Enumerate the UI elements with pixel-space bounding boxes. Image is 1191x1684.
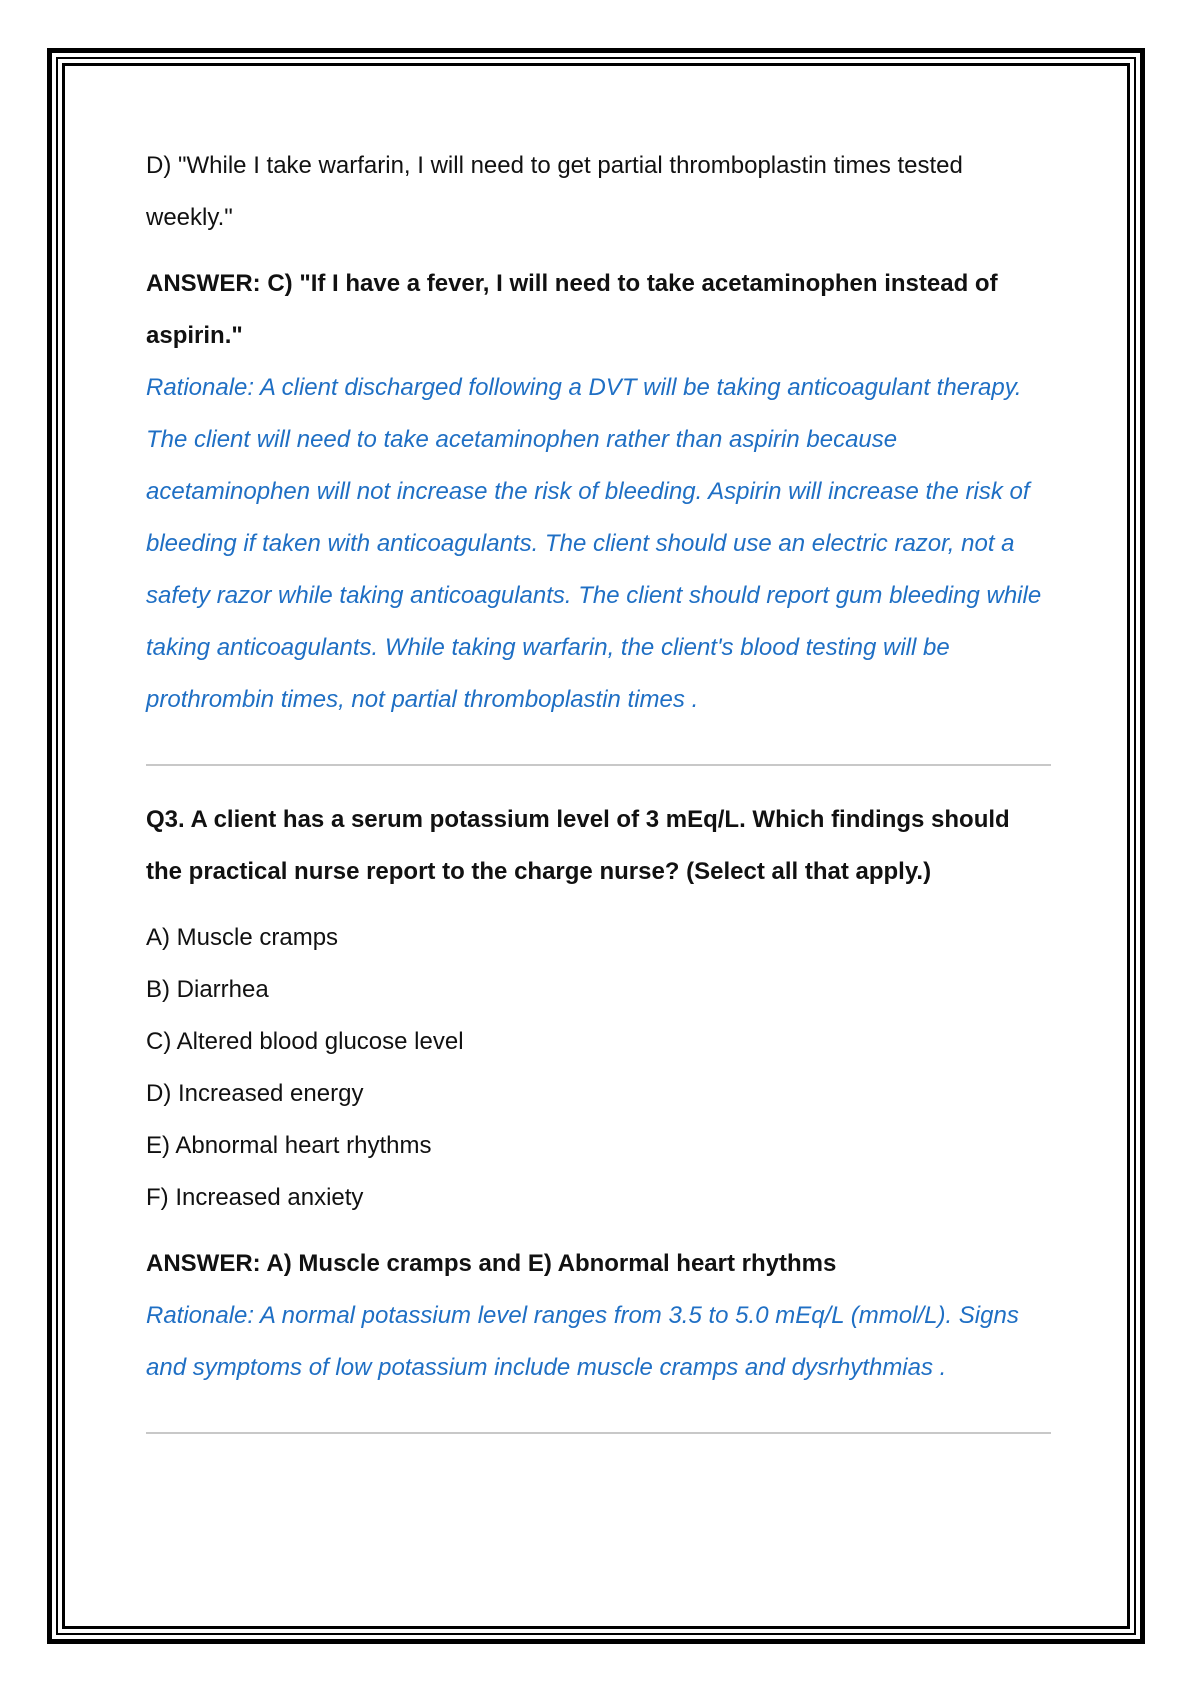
section-divider-bottom: [146, 1432, 1051, 1434]
q3-question: Q3. A client has a serum potassium level of 3 mEq/L. Which findings should the practical nurse report to the charge nurse? (Select all that apply.): [146, 806, 1010, 885]
q3-option-f: F) Increased anxiety: [146, 1184, 364, 1211]
q3-option-c: C) Altered blood glucose level: [146, 1028, 464, 1055]
page-content: [146, 140, 1051, 1434]
q3-option-e: E) Abnormal heart rhythms: [146, 1132, 432, 1159]
question-2-continuation: [146, 140, 1051, 726]
q2-answer: ANSWER: C) "If I have a fever, I will need to take acetaminophen instead of aspirin.": [146, 270, 998, 349]
q2-option-d: D) "While I take warfarin, I will need to get partial thromboplastin times tested weekly.": [146, 152, 963, 231]
question-3: [146, 794, 1051, 1394]
q2-rationale: Rationale: A client discharged following a DVT will be taking anticoagulant therapy. The client will need to take acetaminophen rather than aspirin because acetaminophen will not increase the risk of bleeding. Aspirin will increase the risk of bleeding if taken with anticoagulants. The client should use an electric razor, not a safety razor while taking anticoagulants. The client should report gum bleeding while taking anticoagulants. While taking warfarin, the client's blood testing will be prothrombin times, not partial thromboplastin times .: [146, 374, 1042, 713]
q3-rationale: Rationale: A normal potassium level ranges from 3.5 to 5.0 mEq/L (mmol/L). Signs and symptoms of low potassium include muscle cramps and dysrhythmias .: [146, 1302, 1019, 1381]
q3-option-b: B) Diarrhea: [146, 976, 269, 1003]
q3-option-d: D) Increased energy: [146, 1080, 364, 1107]
q3-option-a: A) Muscle cramps: [146, 924, 339, 951]
q3-answer: ANSWER: A) Muscle cramps and E) Abnormal heart rhythms: [146, 1250, 837, 1277]
